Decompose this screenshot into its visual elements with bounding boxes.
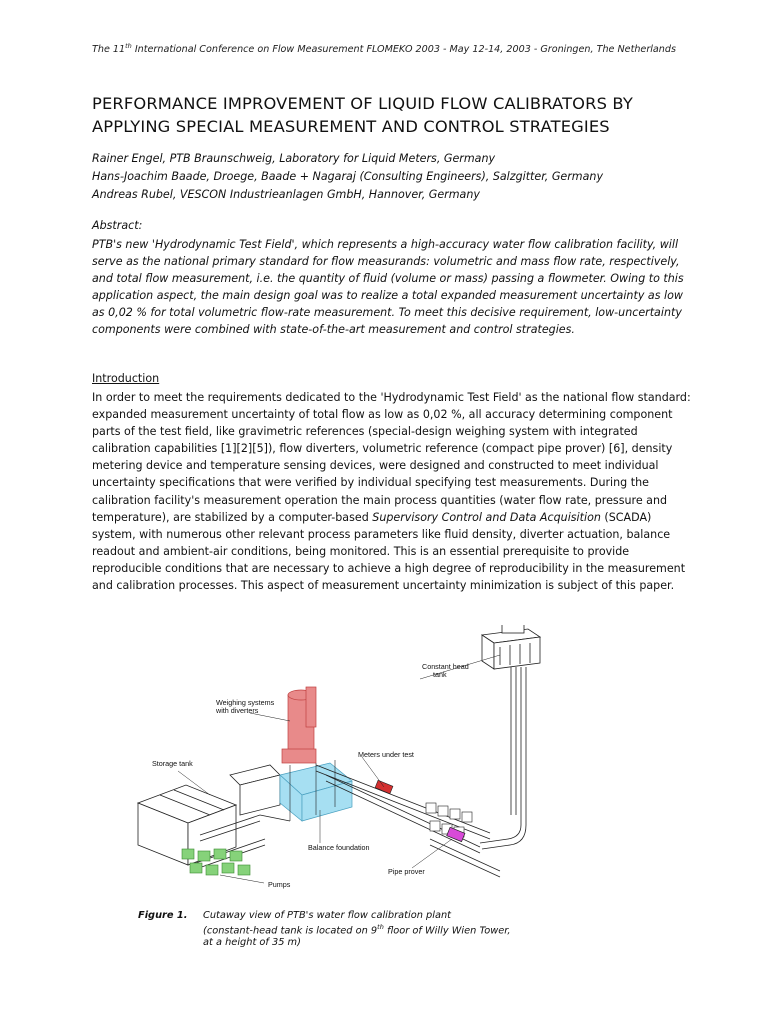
caption-line: (constant-head tank is located on 9th floor of Willy Wien Tower, <box>203 922 511 937</box>
constant-head-tank <box>482 625 540 669</box>
weighing-systems <box>282 687 316 763</box>
label-constant-head-tank: Constant head <box>422 662 469 671</box>
riser-pipes <box>480 667 526 849</box>
label-weighing-systems: with diverters <box>216 706 259 715</box>
introduction-text: In order to meet the requirements dedicated to the 'Hydrodynamic Test Field' as the national flow standard: expanded measurement uncertainty of total flow as low as 0,02 %, all accuracy determining component parts of the test field, like gravimetric references (special-design weighing system with integrated calibration capabilities [1][2][5]), flow diverters, volumetric reference (compact pipe prover) [6], density metering device and temperature sensing devices, were designed and constructed to meet individual uncertainty specifications that were verified by individual specifying test measurements. During the calibration facility's measurement operation the main process quantities (water flow rate, pressure and temperature), are stabilized by a computer-based Supervisory Control and Data Acquisition (SCADA) system, with numerous other relevant process parameters like fluid density, diverter actuation, balance readout and ambient-air conditions, being monitored. This is an essential prerequisite to provide reproducible conditions that are necessary to achieve a high degree of reproducibility in the measurement and calibration processes. This aspect of measurement uncertainty minimization is subject of this paper. <box>92 391 691 593</box>
label-pipe-prover: Pipe prover <box>388 867 425 876</box>
conference-header: The 11th International Conference on Flow Measurement FLOMEKO 2003 - May 12-14, 2003 - Groningen, The Netherlands <box>92 42 676 56</box>
title-line: PERFORMANCE IMPROVEMENT OF LIQUID FLOW CALIBRATORS BY <box>92 94 633 113</box>
label-pumps: Pumps <box>268 880 291 889</box>
introduction-heading: Introduction <box>92 372 160 385</box>
plant-diagram <box>130 625 570 897</box>
caption-line: at a height of 35 m) <box>203 936 301 948</box>
label-constant-head-tank: tank <box>433 670 447 679</box>
author-line: Rainer Engel, PTB Braunschweig, Laboratory for Liquid Meters, Germany <box>92 152 496 165</box>
plant-cutaway-figure <box>130 625 570 897</box>
author-list <box>92 150 712 204</box>
author-line: Andreas Rubel, VESCON Industrieanlagen GmbH, Hannover, Germany <box>92 188 480 201</box>
label-storage-tank: Storage tank <box>152 759 193 768</box>
label-weighing-systems: Weighing systems <box>216 698 275 707</box>
author-line: Hans-Joachim Baade, Droege, Baade + Nagaraj (Consulting Engineers), Salzgitter, Germany <box>92 170 604 183</box>
caption-line: Cutaway view of PTB's water flow calibration plant <box>203 910 452 921</box>
abstract-label: Abstract: <box>92 219 143 232</box>
figure-caption <box>203 910 563 949</box>
abstract-text: PTB's new 'Hydrodynamic Test Field', which represents a high-accuracy water flow calibration facility, will serve as the national primary standard for flow measurands: volumetric and mass flow rate, respectively, and total flow measurement, i.e. the quantity of fluid (volume or mass) passing a flowmeter. Owing to this application aspect, the main design goal was to realize a total expanded measurement uncertainty as low as 0,02 % for total volumetric flow-rate measurement. To meet this decisive requirement, low-uncertainty components were combined with state-of-the-art measurement and control strategies. <box>92 238 684 337</box>
figure-caption-label: Figure 1. <box>138 910 188 921</box>
title-line: APPLYING SPECIAL MEASUREMENT AND CONTROL STRATEGIES <box>92 117 610 136</box>
paper-title <box>92 92 712 138</box>
label-meters-under-test: Meters under test <box>358 750 414 759</box>
label-balance-foundation: Balance foundation <box>308 843 370 852</box>
storage-tank <box>138 765 280 865</box>
